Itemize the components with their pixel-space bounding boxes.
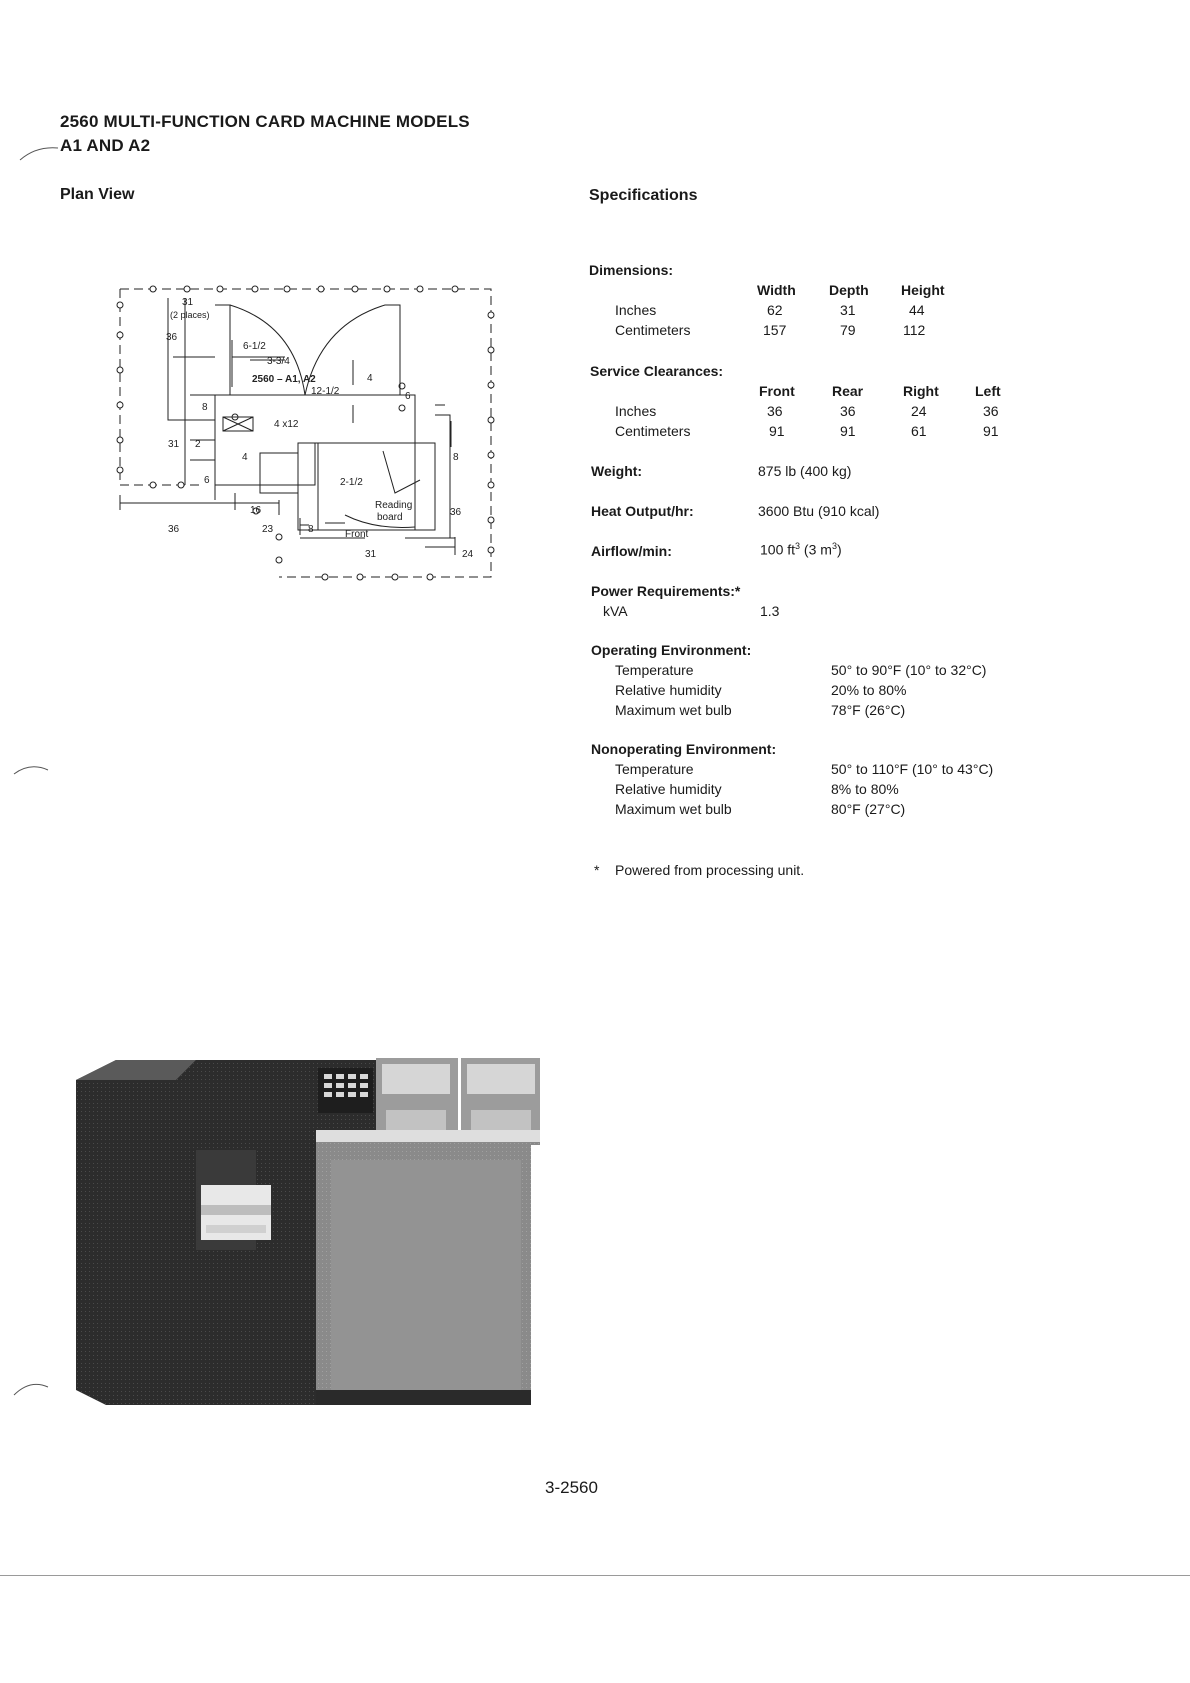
op-humidity-value: 20% to 80%: [831, 682, 907, 698]
plan-view-diagram: [115, 275, 500, 590]
binder-hole-mark-2: [12, 760, 52, 790]
binder-hole-mark-3: [12, 1375, 52, 1405]
dim-24: 24: [462, 549, 474, 560]
nonop-humidity-value: 8% to 80%: [831, 781, 899, 797]
airflow-value-c: ): [836, 541, 842, 558]
binder-hole-mark: [18, 140, 68, 170]
svc-header-left: Left: [975, 383, 1001, 399]
title-line-1: 2560 MULTI-FUNCTION CARD MACHINE MODELS: [60, 112, 470, 131]
dim-cm-depth: 79: [840, 322, 856, 338]
dim-36-right: 36: [450, 507, 462, 518]
airflow-value-a: 100 ft: [760, 541, 796, 558]
dim-4-top: 4: [367, 373, 373, 384]
airflow-value: [760, 541, 842, 558]
svc-inches-right: 24: [911, 403, 927, 419]
nonoperating-env-label: Nonoperating Environment:: [591, 741, 777, 757]
svc-cm-front: 91: [769, 423, 785, 439]
title-line-2: A1 AND A2: [60, 136, 151, 155]
dim-36-top: 36: [166, 332, 178, 343]
front-label: Front: [345, 529, 369, 540]
svc-header-right: Right: [903, 383, 939, 399]
dim-6-1-2: 6-1/2: [243, 341, 266, 352]
airflow-exp-b: 3: [831, 541, 837, 551]
dim-inches-depth: 31: [840, 302, 856, 318]
dim-31-bottom: 31: [365, 549, 377, 560]
dim-3-3-4: 3-3/4: [267, 356, 290, 367]
dim-8-left: 8: [202, 402, 208, 413]
dim-header-depth: Depth: [829, 282, 869, 298]
nonop-wetbulb-name: Maximum wet bulb: [615, 801, 732, 817]
dim-36-bottom: 36: [168, 524, 180, 535]
svc-cm-left: 91: [983, 423, 999, 439]
dim-header-width: Width: [757, 282, 796, 298]
heat-output-value: 3600 Btu (910 kcal): [758, 503, 880, 519]
operating-env-label: Operating Environment:: [591, 642, 752, 658]
model-label: 2560 – A1, A2: [252, 374, 316, 385]
nonop-humidity-name: Relative humidity: [615, 781, 722, 797]
dim-23: 23: [262, 524, 274, 535]
svc-inches-front: 36: [767, 403, 783, 419]
dim-2-places-note: (2 places): [170, 310, 210, 320]
svc-inches-left: 36: [983, 403, 999, 419]
dim-8-right: 8: [453, 452, 459, 463]
dim-2-1-2: 2-1/2: [340, 477, 363, 488]
weight-label: Weight:: [591, 463, 643, 479]
reading-label: Reading: [375, 500, 413, 511]
svc-header-front: Front: [759, 383, 795, 399]
power-value: 1.3: [760, 603, 780, 619]
svc-row-inches: Inches: [615, 403, 657, 419]
plan-view-heading: Plan View: [60, 186, 135, 203]
dim-12-1-2: 12-1/2: [311, 386, 340, 397]
weight-value: 875 lb (400 kg): [758, 463, 852, 479]
dim-2-left: 2: [195, 439, 201, 450]
op-wetbulb-value: 78°F (26°C): [831, 702, 906, 718]
footnote-text: Powered from processing unit.: [615, 862, 805, 878]
dim-4x12: 4 x12: [274, 419, 299, 430]
power-label: Power Requirements:*: [591, 583, 741, 599]
svc-header-rear: Rear: [832, 383, 864, 399]
dim-6-low: 6: [204, 475, 210, 486]
nonop-wetbulb-value: 80°F (27°C): [831, 801, 906, 817]
specifications-heading: Specifications: [589, 187, 698, 204]
heat-output-label: Heat Output/hr:: [591, 503, 694, 519]
dim-row-centimeters: Centimeters: [615, 322, 691, 338]
document-title: [60, 110, 470, 158]
power-row-kva: kVA: [603, 603, 628, 619]
dim-31-2places: 31: [182, 297, 194, 308]
dim-row-inches: Inches: [615, 302, 657, 318]
service-clearances-label: Service Clearances:: [590, 363, 724, 379]
dim-inches-width: 62: [767, 302, 783, 318]
dim-31-left: 31: [168, 439, 180, 450]
svc-row-centimeters: Centimeters: [615, 423, 691, 439]
dim-6-right: 6: [405, 391, 411, 402]
airflow-exp-a: 3: [795, 541, 801, 551]
dim-4-mid: 4: [242, 452, 248, 463]
svc-cm-rear: 91: [840, 423, 856, 439]
airflow-label: Airflow/min:: [591, 543, 672, 559]
dim-8-bottom: 8: [308, 524, 314, 535]
dim-cm-width: 157: [763, 322, 787, 338]
page-bottom-rule: [0, 1575, 1190, 1576]
dim-16: 16: [250, 505, 262, 516]
airflow-value-b: (3 m: [800, 541, 832, 558]
board-label: board: [377, 512, 403, 523]
svc-cm-right: 61: [911, 423, 927, 439]
dim-header-height: Height: [901, 282, 945, 298]
svc-inches-rear: 36: [840, 403, 856, 419]
dim-cm-height: 112: [903, 322, 926, 338]
nonop-temp-name: Temperature: [615, 761, 694, 777]
dim-inches-height: 44: [909, 302, 925, 318]
op-humidity-name: Relative humidity: [615, 682, 722, 698]
op-temp-value: 50° to 90°F (10° to 32°C): [831, 662, 987, 678]
footnote-mark: *: [594, 862, 600, 878]
dimensions-label: Dimensions:: [589, 262, 674, 278]
op-temp-name: Temperature: [615, 662, 694, 678]
page-number: 3-2560: [545, 1478, 598, 1497]
op-wetbulb-name: Maximum wet bulb: [615, 702, 732, 718]
nonop-temp-value: 50° to 110°F (10° to 43°C): [831, 761, 994, 777]
machine-photo: [76, 1050, 540, 1410]
